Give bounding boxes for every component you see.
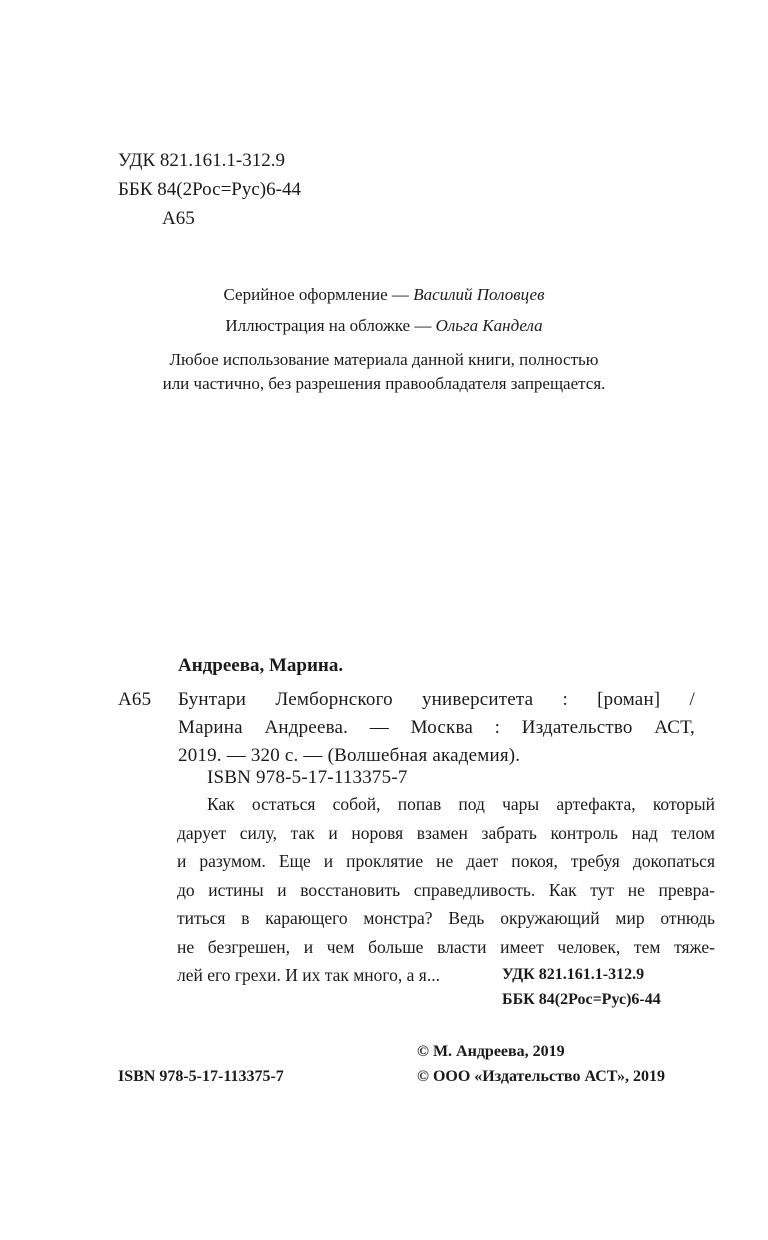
bbk-code: ББК 84(2Рос=Рус)6-44	[118, 179, 301, 200]
usage-notice-line: или частично, без разрешения правообладателя запрещается.	[162, 374, 606, 393]
bib-line: Марина Андреева. — Москва : Издательство АСТ,	[178, 717, 695, 738]
annotation-line: Как остаться собой, попав под чары артефакта, который	[207, 794, 715, 814]
annotation-line: до истины и восстановить справедливость. Как тут не превра-	[177, 879, 715, 900]
cover-illustration-credit	[0, 316, 768, 336]
bottom-classification	[502, 962, 661, 1012]
footer-isbn: ISBN 978-5-17-113375-7	[118, 1068, 284, 1085]
bib-isbn: ISBN 978-5-17-113375-7	[207, 767, 408, 788]
cover-illustrator-name: Ольга Кандела	[435, 316, 543, 335]
top-classification	[118, 146, 301, 233]
cover-illustration-label: Иллюстрация на обложке —	[225, 316, 436, 335]
annotation-line: дарует силу, так и норовя взамен забрать контроль над телом	[177, 822, 715, 843]
usage-notice	[0, 348, 768, 396]
bib-line: 2019. — 320 с. — (Волшебная академия).	[178, 745, 521, 766]
usage-notice-line: Любое использование материала данной книги, полностью	[169, 350, 599, 369]
bib-mark: А65	[118, 689, 152, 710]
bottom-bbk-code: ББК 84(2Рос=Рус)6-44	[502, 991, 661, 1008]
bottom-udk-code: УДК 821.161.1-312.9	[502, 966, 645, 983]
annotation-line: и разумом. Еще и проклятие не дает покоя, требуя докопаться	[177, 851, 715, 871]
bib-line: Бунтари Лемборнского университета : [роман] /	[178, 689, 695, 710]
udk-code: УДК 821.161.1-312.9	[118, 150, 285, 171]
author-mark: А65	[162, 208, 195, 229]
footer-copyrights	[417, 1039, 665, 1089]
copyright-author: © М. Андреева, 2019	[417, 1043, 565, 1060]
annotation-line: титься в карающего монстра? Ведь окружающий мир отнюдь	[177, 908, 715, 928]
annotation	[177, 790, 715, 990]
annotation-line: лей его грехи. И их так много, а я...	[177, 965, 440, 985]
series-design-credit	[0, 285, 768, 305]
series-design-label: Серийное оформление —	[223, 285, 414, 304]
copyright-publisher: © ООО «Издательство АСТ», 2019	[417, 1068, 666, 1085]
bib-author: Андреева, Марина.	[178, 655, 344, 676]
bib-description	[178, 686, 695, 770]
annotation-line: не безгрешен, и чем больше власти имеет человек, тем тяже-	[177, 936, 715, 957]
series-designer-name: Василий Половцев	[413, 285, 545, 304]
